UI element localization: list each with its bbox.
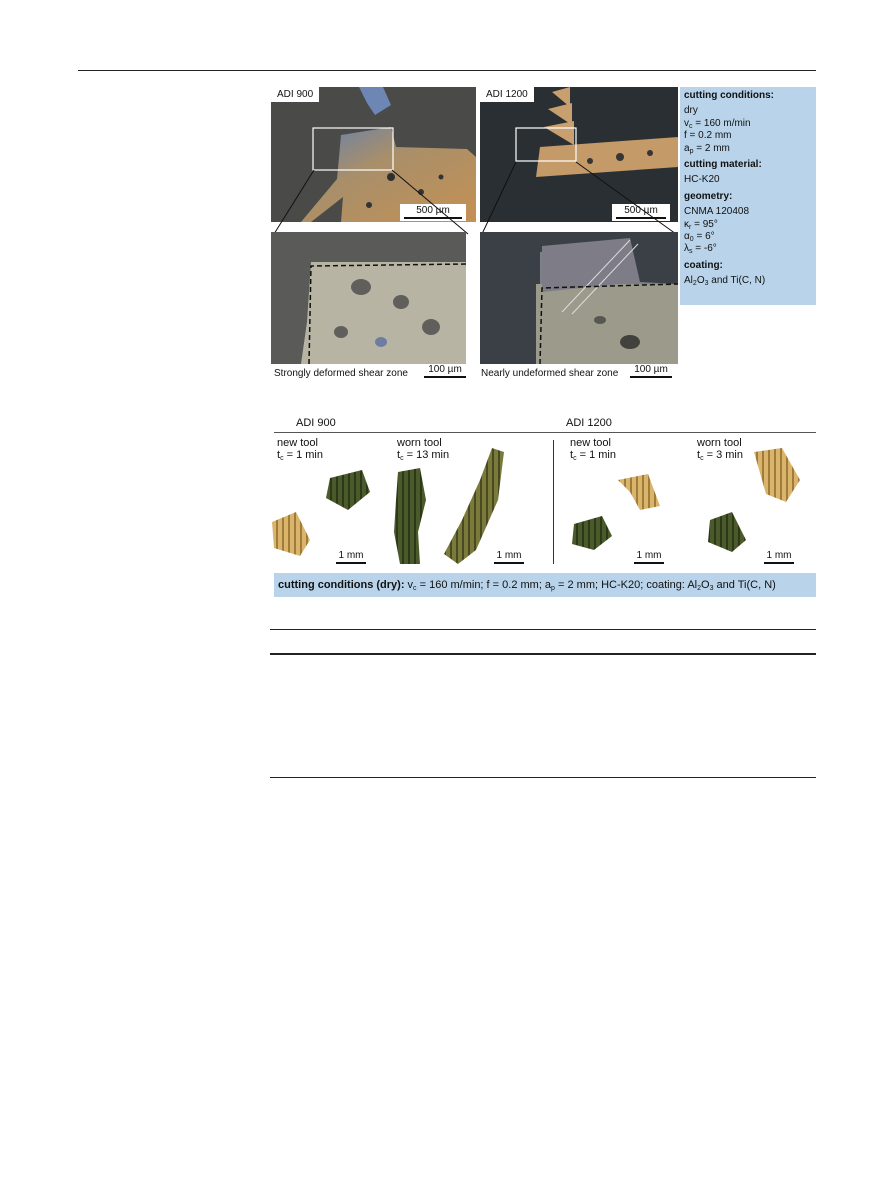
cond-part: = 2 mm; HC-K20; coating: Al [554,579,698,591]
adi900-detail-photo [271,232,466,364]
scale-label: 1 mm [496,550,522,561]
adi1200-detail-photo [480,232,678,364]
ap-symbol: a [684,142,690,154]
table-rule-2 [270,653,816,655]
cond-coating [684,275,812,287]
page-header-rule [78,70,816,71]
tc-subscript: c [700,455,704,462]
ap-value: = 2 mm [693,142,730,154]
scale-label: 1 mm [338,550,364,561]
tc-subscript: c [400,455,404,462]
bottom-scale-4 [764,550,794,564]
cond-dry: dry [684,105,698,117]
new-tool-text: new tool [570,437,611,449]
ls-value: = -6° [692,243,717,255]
coat-sub2: 3 [704,280,709,288]
cond-a0 [684,231,812,243]
new-tool-text: new tool [277,437,318,449]
adi900-detail-image [271,232,466,364]
tc-value: = 3 min [703,449,743,461]
vc-subscript: c [689,122,693,130]
cond-ap [684,143,812,155]
bottom-cutting-conditions [274,573,816,597]
cond-bold-label: cutting conditions (dry): [278,579,405,591]
adi900-label: ADI 900 [271,87,319,102]
scale-label: 100 µm [634,364,668,375]
bottom-heading-rule [274,432,816,433]
coat-al: Al [684,275,693,287]
cond-heading-material: cutting material: [684,159,762,171]
bottom-scale-2 [494,550,524,564]
tc-symbol: t [397,449,401,461]
cond-ls [684,243,812,255]
scale-label: 1 mm [636,550,662,561]
a0-symbol: α [684,231,690,243]
ap-subscript: p [689,147,694,155]
tc-subscript: c [280,455,284,462]
bottom-scale-3 [634,550,664,564]
cond-part: v [404,579,414,591]
a0-value: = 6° [693,231,715,243]
vc-symbol: v [684,117,689,129]
cond-f: f = 0.2 mm [684,130,732,142]
cond-sub: 2 [697,585,701,592]
cond-heading-geometry: geometry: [684,190,733,202]
cond-sub: 3 [709,585,714,592]
bottom-adi900-heading: ADI 900 [296,417,336,429]
kr-symbol: κ [684,218,689,230]
vc-value: = 160 m/min [692,117,751,129]
cond-part: and Ti(C, N) [713,579,776,591]
coat-o: O [696,275,705,287]
scale-label: 500 µm [416,205,450,216]
adi1200-detail-image [480,232,678,364]
worn-tool-text: worn tool [397,437,442,449]
adi1200-scale-detail [630,364,672,378]
coat-sub1: 2 [692,280,697,288]
a0-subscript: 0 [689,236,694,244]
cond-heading-coating: coating: [684,259,723,271]
tc-subscript: c [573,455,577,462]
tc-symbol: t [697,449,701,461]
cond-heading-conditions: cutting conditions: [684,90,774,101]
scale-label: 100 µm [428,364,462,375]
cond-part: = 160 m/min; f = 0.2 mm; a [416,579,552,591]
table-rule-1 [270,629,816,630]
ls-subscript: s [689,248,693,256]
bottom-scale-1 [336,550,366,564]
chips-image [270,440,816,568]
cond-sub: p [551,585,555,592]
adi1200-detail-caption: Nearly undeformed shear zone [481,368,619,379]
cond-part: O [701,579,710,591]
tc-value: = 1 min [283,449,323,461]
cond-sub: c [413,585,417,592]
adi900-detail-caption: Strongly deformed shear zone [274,368,408,379]
scale-label: 500 µm [624,205,658,216]
tc-value: = 1 min [576,449,616,461]
table-rule-3 [270,777,816,778]
kr-value: = 95° [691,218,718,230]
bottom-adi1200-heading: ADI 1200 [566,417,612,429]
worn-tool-text: worn tool [697,437,742,449]
zoom-lines [268,160,680,240]
cond-kr [684,219,812,231]
cutting-conditions-box [680,87,816,305]
coat-rest: and Ti(C, N) [708,275,766,287]
adi900-scale-detail [424,364,466,378]
tc-symbol: t [570,449,574,461]
adi1200-label: ADI 1200 [480,87,534,102]
tc-value: = 13 min [403,449,450,461]
tc-symbol: t [277,449,281,461]
cond-material: HC-K20 [684,174,720,186]
cond-vc [684,118,812,130]
ls-symbol: λ [684,243,689,255]
kr-subscript: r [689,223,692,231]
cond-insert: CNMA 120408 [684,206,750,218]
scale-label: 1 mm [766,550,792,561]
